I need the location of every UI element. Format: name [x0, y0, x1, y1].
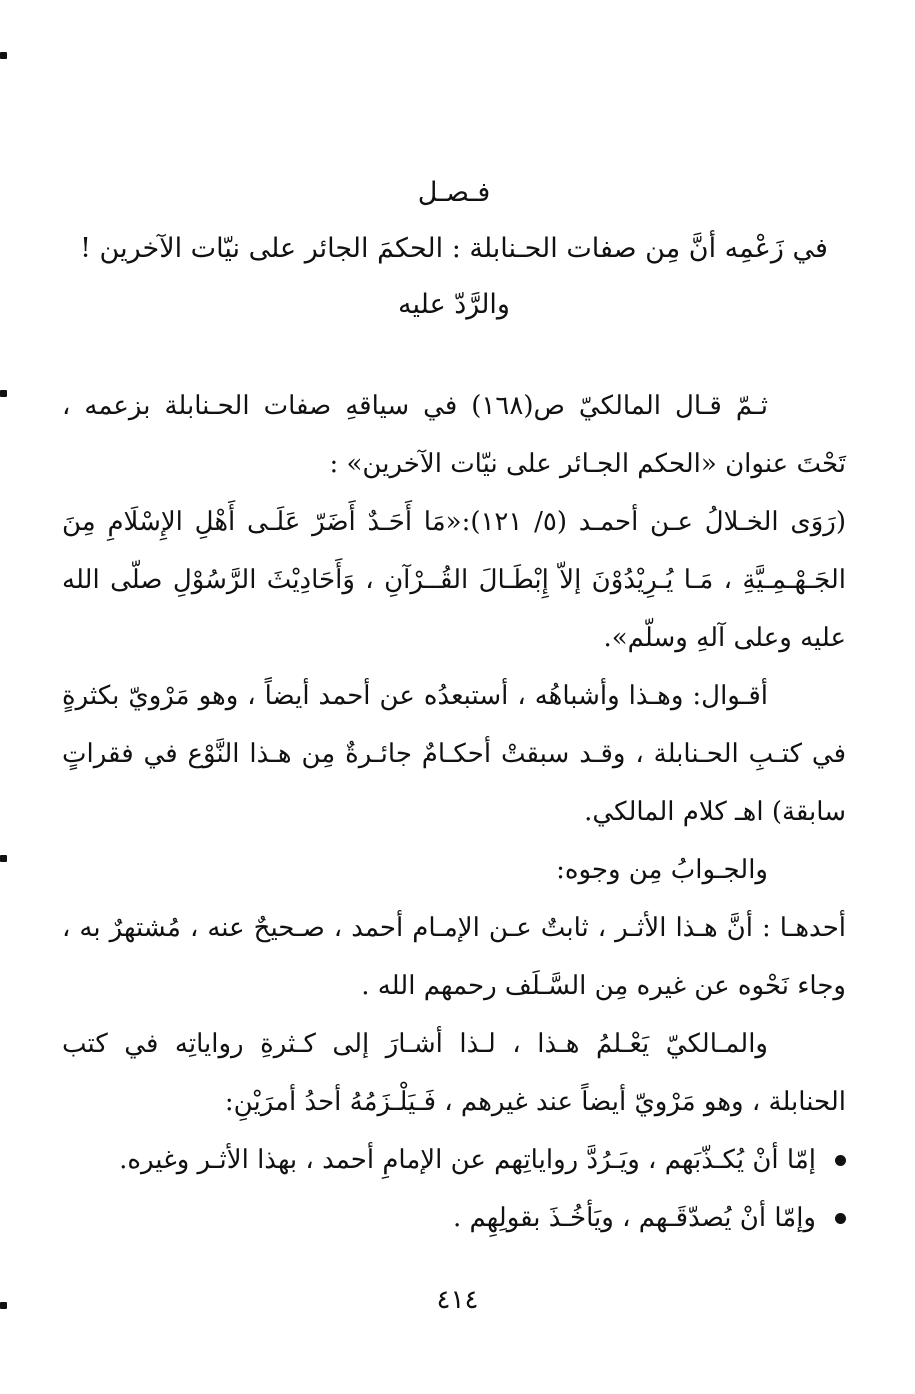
margin-mark — [0, 52, 7, 59]
paragraph-quote: (رَوَى الخـلالُ عـن أحمـد (٥/ ١٢١):«مَا أَحَـدٌ أَضَرّ عَلَـى أَهْلِ الإِسْلَامِ مِنَ الجَـهْـمِـيَّةِ ، مَـا يُـرِيْدُوْنَ إلاّ إِبْطَـالَ القُــرْآنِ ، وَأَحَادِيْثَ الرَّسُوْلِ صلّى الله عليه وعلى آلهِ وسلّم». — [62, 507, 847, 653]
margin-mark — [0, 390, 7, 397]
margin-mark — [0, 855, 7, 862]
paragraph-first-point: أحدهـا : أنَّ هـذا الأثـر ، ثابتٌ عـن الإمـام أحمد ، صـحيحٌ عنه ، مُشتهرٌ به ، وجاء نَحْوه عن غيره مِن السَّـلَف رحمهم الله . — [62, 913, 846, 1001]
bullet-icon — [835, 1155, 846, 1166]
section-title-line2: والرَّدّ عليه — [398, 289, 510, 320]
list-item — [62, 1131, 846, 1189]
paragraph-intro: ثـمّ قـال المالكيّ ص(١٦٨) في سياقهِ صفات الحـنابلة بزعمه ، تَحْتَ عنوان «الحكم الجـائر على نيّات الآخرين» : — [62, 391, 846, 479]
list-item-text: إمّا أنْ يُكـذّبَهم ، ويَـرُدَّ رواياتِهم عن الإمامِ أحمد ، بهذا الأثـر وغيره. — [119, 1145, 816, 1175]
section-title-line1: في زَعْمِه أنَّ مِن صفات الحـنابلة : الحكمَ الجائر على نيّات الآخرين ! — [80, 233, 828, 264]
paragraph-answer-intro: والجـوابُ مِن وجوه: — [556, 855, 768, 885]
list-item — [62, 1189, 846, 1247]
page-content — [62, 165, 846, 1247]
list-item-text: وإمّا أنْ يُصدّقَـهم ، ويَأخُـذَ بقولِهِم . — [452, 1203, 816, 1233]
options-list — [62, 1131, 846, 1247]
paragraph-maliki: والمـالكيّ يَعْـلمُ هـذا ، لـذا أشـارَ إلى كـثرةِ رواياتِه في كتب الحنابلة ، وهو مَرْويّ أيضاً عند غيرهم ، فَـيَلْـزَمُهُ أحدُ أمرَيْنِ: — [62, 1029, 846, 1117]
section-heading: فـصـل — [417, 177, 491, 208]
bullet-icon — [835, 1213, 846, 1224]
paragraph-aqwal: أقـوال: وهـذا وأشباهُه ، أستبعدُه عن أحمد أيضاً ، وهو مَرْويّ بكثرةٍ في كتـبِ الحـنابلة ، وقـد سبقتْ أحكـامٌ جائـرةٌ مِن هـذا النَّوْع في فقراتٍ سابقة) اهـ كلام المالكي. — [62, 681, 846, 827]
page-number: ٤١٤ — [436, 1285, 479, 1315]
